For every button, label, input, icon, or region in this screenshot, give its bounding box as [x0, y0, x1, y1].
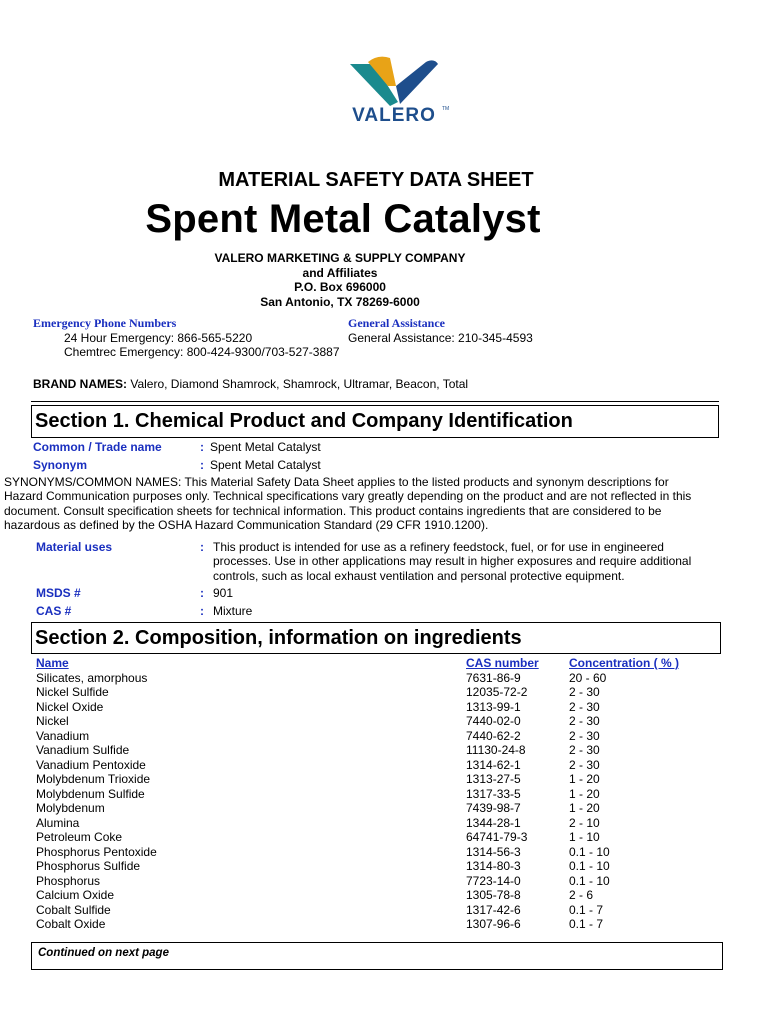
- ingredient-concentration: 2 - 30: [569, 714, 600, 728]
- ingredient-name: Cobalt Oxide: [36, 917, 106, 931]
- ingredient-concentration: 0.1 - 10: [569, 859, 610, 873]
- emergency-phone-24h: 24 Hour Emergency: 866-565-5220: [64, 330, 253, 345]
- ingredient-name: Nickel Sulfide: [36, 685, 109, 699]
- company-line: VALERO MARKETING & SUPPLY COMPANY: [214, 251, 466, 265]
- table-row: [36, 714, 679, 729]
- section-2-heading: Section 2. Composition, information on ingredients: [31, 622, 721, 654]
- valero-v-icon: [338, 52, 450, 108]
- assistance-heading: General Assistance: [348, 316, 445, 330]
- ingredient-name: Nickel: [36, 714, 69, 728]
- ingredient-cas: 1313-99-1: [466, 699, 521, 714]
- ingredient-concentration: 2 - 10: [569, 815, 600, 830]
- ingredient-name: Vanadium Sulfide: [36, 743, 130, 757]
- ingredient-name: Nickel Oxide: [36, 699, 104, 714]
- msds-number-value: 901: [213, 586, 234, 600]
- ingredient-cas: 7723-14-0: [466, 873, 521, 888]
- ingredient-cas: 1313-27-5: [466, 772, 521, 786]
- table-row: [36, 874, 679, 889]
- table-row: [36, 729, 679, 744]
- ingredient-cas: 12035-72-2: [466, 685, 528, 699]
- table-row: [36, 816, 679, 831]
- ingredient-name: Phosphorus Sulfide: [36, 859, 141, 873]
- ingredient-name: Vanadium Pentoxide: [36, 757, 146, 772]
- material-uses-label: Material uses: [36, 540, 113, 554]
- ingredient-name: Molybdenum Sulfide: [36, 786, 145, 801]
- cas-number-value: Mixture: [213, 604, 253, 618]
- trademark-mark: TM: [442, 106, 450, 112]
- ingredient-name: Petroleum Coke: [36, 830, 123, 844]
- ingredient-concentration: 2 - 30: [569, 699, 600, 714]
- ingredient-name: Vanadium: [36, 728, 90, 743]
- product-title: Spent Metal Catalyst: [145, 197, 541, 241]
- msds-number-label: MSDS #: [36, 586, 81, 600]
- column-header-name: Name: [36, 656, 69, 670]
- field-colon: :: [200, 540, 204, 554]
- field-colon: :: [200, 440, 204, 454]
- ingredient-cas: 11130-24-8: [466, 743, 526, 757]
- logo-wordmark: VALERO: [352, 105, 436, 126]
- cas-number-label: CAS #: [36, 604, 72, 618]
- table-row: [36, 888, 679, 903]
- material-uses-value: This product is intended for use as a refinery feedstock, fuel, or for use in engineered processes. Use in other applications may result in higher exposures and require additional controls, such as local exhaust ventilation and personal protective equipment.: [213, 540, 692, 583]
- company-address: [0, 251, 680, 309]
- ingredient-concentration: 0.1 - 10: [569, 844, 610, 859]
- synonyms-paragraph: SYNONYMS/COMMON NAMES: This Material Safety Data Sheet applies to the listed products and synonym descriptions for Hazard Communication purposes only. Technical specifications vary greatly depending on the product and are not reflected in this document. Consult specification sheets for technical information. This product contains ingredients that are considered to be hazardous as defined by the OSHA Hazard Communication Standard (29 CFR 1910.1200).: [4, 475, 692, 532]
- table-row: [36, 845, 679, 860]
- emergency-heading: Emergency Phone Numbers: [33, 316, 177, 330]
- valero-logo: [338, 52, 450, 128]
- column-header-cas: CAS number: [466, 656, 539, 670]
- field-colon: :: [200, 458, 204, 472]
- ingredient-concentration: 2 - 6: [569, 888, 594, 902]
- column-header-concentration: Concentration ( % ): [569, 656, 679, 670]
- ingredient-concentration: 1 - 20: [569, 772, 600, 786]
- ingredient-name: Phosphorus: [36, 873, 101, 888]
- field-colon: :: [200, 586, 204, 600]
- assistance-phone: General Assistance: 210-345-4593: [348, 330, 533, 345]
- company-line: San Antonio, TX 78269-6000: [260, 294, 420, 309]
- ingredient-concentration: 2 - 30: [569, 685, 600, 699]
- continued-note: Continued on next page: [31, 942, 723, 970]
- ingredient-concentration: 1 - 10: [569, 830, 600, 844]
- synonym-value: Spent Metal Catalyst: [210, 458, 321, 472]
- company-line: and Affiliates: [302, 265, 378, 280]
- ingredient-name: Molybdenum: [36, 801, 105, 815]
- ingredient-concentration: 0.1 - 7: [569, 902, 604, 917]
- field-colon: :: [200, 604, 204, 618]
- section-1-heading: Section 1. Chemical Product and Company Identification: [31, 405, 719, 438]
- table-header-row: [36, 656, 679, 671]
- table-row: [36, 671, 679, 686]
- ingredient-concentration: 20 - 60: [569, 670, 607, 685]
- ingredient-cas: 64741-79-3: [466, 830, 528, 844]
- table-row: [36, 772, 679, 787]
- ingredient-name: Cobalt Sulfide: [36, 902, 111, 917]
- ingredient-cas: 1314-62-1: [466, 757, 521, 772]
- ingredient-concentration: 1 - 20: [569, 786, 600, 801]
- ingredient-concentration: 2 - 30: [569, 757, 600, 772]
- brand-names: [33, 377, 468, 391]
- ingredient-cas: 1317-42-6: [466, 902, 521, 917]
- ingredient-name: Phosphorus Pentoxide: [36, 844, 157, 859]
- document-title: MATERIAL SAFETY DATA SHEET: [218, 169, 534, 191]
- ingredient-cas: 7440-02-0: [466, 714, 521, 728]
- table-row: [36, 787, 679, 802]
- ingredient-concentration: 2 - 30: [569, 728, 600, 743]
- ingredient-cas: 7631-86-9: [466, 670, 521, 685]
- ingredient-name: Alumina: [36, 815, 80, 830]
- table-row: [36, 903, 679, 918]
- synonym-label: Synonym: [33, 458, 88, 472]
- emergency-phone-chemtrec: Chemtrec Emergency: 800-424-9300/703-527-3887: [64, 345, 340, 359]
- brand-names-value: Valero, Diamond Shamrock, Shamrock, Ultramar, Beacon, Total: [130, 377, 469, 391]
- company-line: P.O. Box 696000: [294, 280, 386, 294]
- table-row: [36, 758, 679, 773]
- ingredient-name: Molybdenum Trioxide: [36, 772, 151, 786]
- ingredient-cas: 7439-98-7: [466, 801, 521, 815]
- ingredient-cas: 7440-62-2: [466, 728, 521, 743]
- emergency-contacts: [33, 316, 340, 360]
- table-row: [36, 743, 679, 758]
- ingredient-cas: 1317-33-5: [466, 786, 521, 801]
- ingredient-name: Silicates, amorphous: [36, 670, 148, 685]
- brand-names-label: BRAND NAMES:: [33, 377, 127, 391]
- table-row: [36, 700, 679, 715]
- ingredient-concentration: 1 - 20: [569, 801, 600, 815]
- table-row: [36, 917, 679, 932]
- ingredient-cas: 1307-96-6: [466, 917, 521, 931]
- ingredient-concentration: 0.1 - 10: [569, 873, 610, 888]
- ingredient-cas: 1314-56-3: [466, 844, 521, 859]
- table-row: [36, 685, 679, 700]
- general-assistance: [348, 316, 533, 345]
- ingredient-cas: 1305-78-8: [466, 888, 521, 902]
- common-trade-name-value: Spent Metal Catalyst: [210, 440, 321, 454]
- ingredient-cas: 1344-28-1: [466, 815, 521, 830]
- common-trade-name-label: Common / Trade name: [33, 440, 162, 454]
- table-row: [36, 801, 679, 816]
- section-divider: [31, 401, 719, 402]
- composition-table: [36, 656, 679, 932]
- ingredient-concentration: 2 - 30: [569, 743, 600, 757]
- table-row: [36, 830, 679, 845]
- ingredient-name: Calcium Oxide: [36, 888, 115, 902]
- ingredient-concentration: 0.1 - 7: [569, 917, 604, 931]
- ingredient-cas: 1314-80-3: [466, 859, 521, 873]
- table-row: [36, 859, 679, 874]
